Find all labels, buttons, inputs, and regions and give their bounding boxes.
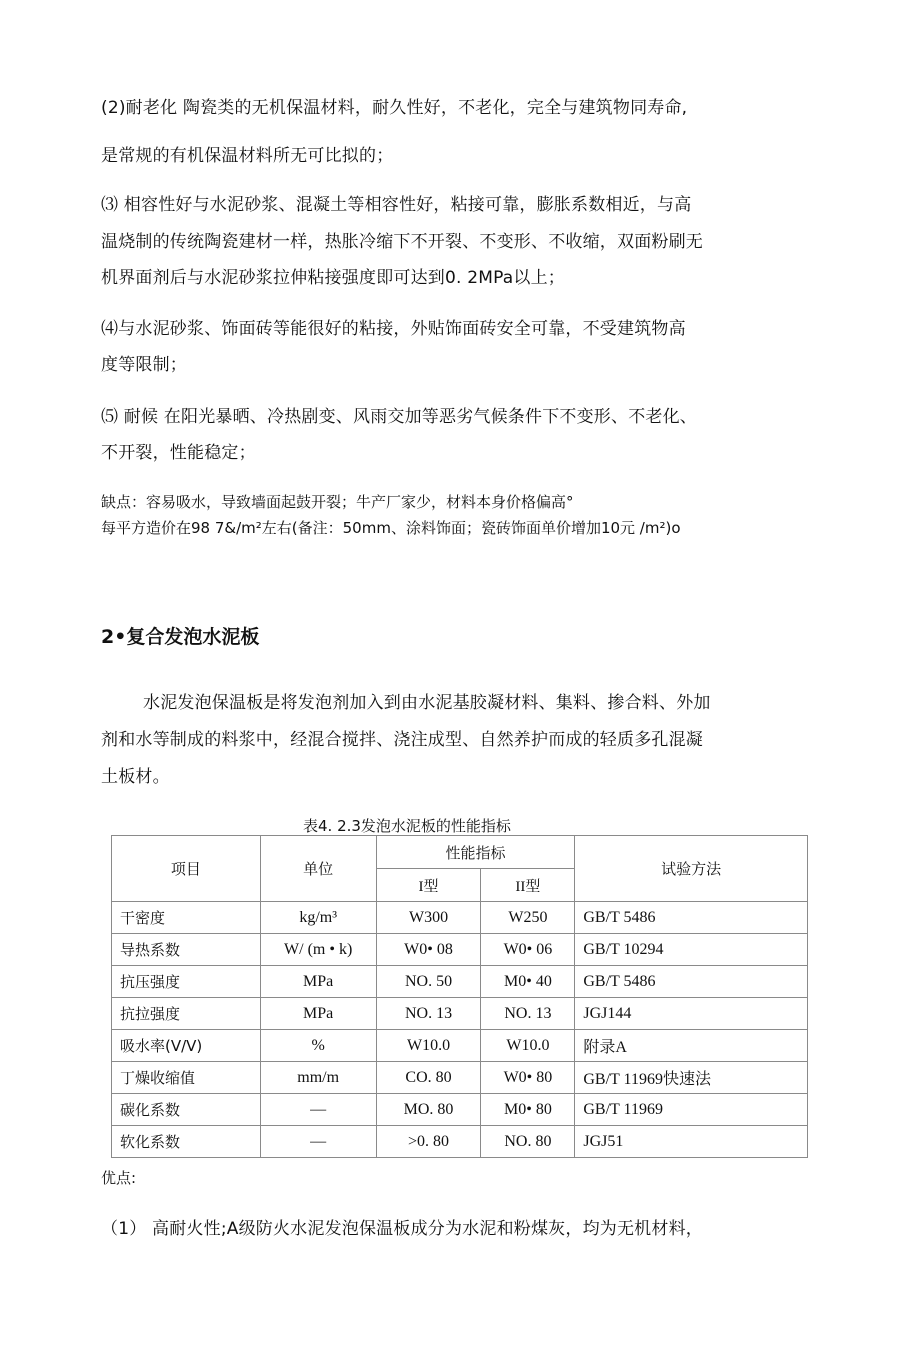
cell-item: 丁燥收缩值 [112,1062,261,1094]
cell-unit: MPa [260,998,376,1030]
table-header-row [112,836,808,869]
cell-item: 软化系数 [112,1126,261,1158]
table-row [112,1030,808,1062]
cell-method: JGJ144 [575,998,808,1030]
intro-line2: 剂和水等制成的料浆中，经混合搅拌、浇注成型、自然养护而成的轻质多孔混凝 [101,730,703,750]
cell-method: GB/T 11969 [575,1094,808,1126]
cell-method: JGJ51 [575,1126,808,1158]
cell-unit: MPa [260,966,376,998]
cons-line2: 每平方造价在98 7&/m²左右(备注：50mm、涂料饰面；瓷砖饰面单价增加10元 /m²)o [101,519,681,537]
advantages-label: 优点: [101,1169,137,1187]
cell-item: 碳化系数 [112,1094,261,1126]
header-type1: I型 [376,869,481,902]
table-caption-text: 表4. 2.3发泡水泥板的性能指标 [303,817,511,835]
cell-item: 抗拉强度 [112,998,261,1030]
cell-type2: W10.0 [481,1030,575,1062]
cell-method: GB/T 5486 [575,966,808,998]
cell-type2: NO. 13 [481,998,575,1030]
paragraph-weather-line2: 不开裂，性能稳定； [101,443,256,463]
paragraph-durability-line2: 是常规的有机保温材料所无可比拟的； [101,146,394,166]
cell-method: GB/T 10294 [575,934,808,966]
cell-type2: M0• 80 [481,1094,575,1126]
paragraph-compatibility-line3: 机界面剂后与水泥砂浆拉伸粘接强度即可达到0. 2MPa以上； [101,268,566,288]
cell-unit: — [260,1094,376,1126]
table-row [112,998,808,1030]
table-row [112,902,808,934]
header-method: 试验方法 [575,836,808,902]
cell-unit: kg/m³ [260,902,376,934]
intro-line1: 水泥发泡保温板是将发泡剂加入到由水泥基胶凝材料、集料、掺合料、外加 [143,693,711,713]
cell-unit: W/ (m • k) [260,934,376,966]
header-type2: II型 [481,869,575,902]
paragraph-adhesion-line1: ⑷与水泥砂浆、饰面砖等能很好的粘接，外贴饰面砖安全可靠，不受建筑物高 [101,319,686,339]
header-performance: 性能指标 [376,836,575,869]
cell-unit: — [260,1126,376,1158]
cell-type1: NO. 50 [376,966,481,998]
cell-method: GB/T 5486 [575,902,808,934]
intro-line3: 土板材。 [101,767,170,787]
cell-method: 附录A [575,1030,808,1062]
cell-type2: NO. 80 [481,1126,575,1158]
table-row [112,1126,808,1158]
cons-line1: 缺点：容易吸水，导致墙面起鼓开裂；牛产厂家少，材料本身价格偏高° [101,493,574,511]
cell-type2: W0• 80 [481,1062,575,1094]
cell-unit: mm/m [260,1062,376,1094]
paragraph-durability-line1: (2)耐老化 陶瓷类的无机保温材料，耐久性好，不老化，完全与建筑物同寿命, [101,98,688,118]
advantage-1: （1） 高耐火性;A级防火水泥发泡保温板成分为水泥和粉煤灰，均为无机材料， [101,1219,703,1239]
header-unit: 单位 [260,836,376,902]
cell-type1: MO. 80 [376,1094,481,1126]
cell-type1: NO. 13 [376,998,481,1030]
cell-type2: W250 [481,902,575,934]
paragraph-compatibility-line1: ⑶ 相容性好与水泥砂浆、混凝土等相容性好，粘接可靠，膨胀系数相近，与高 [101,195,692,215]
cell-type1: >0. 80 [376,1126,481,1158]
performance-table [111,835,808,1158]
table-row [112,966,808,998]
table-row [112,934,808,966]
header-item: 项目 [112,836,261,902]
cell-item: 吸水率(V/V) [112,1030,261,1062]
table-row [112,1094,808,1126]
paragraph-compatibility-line2: 温烧制的传统陶瓷建材一样，热胀冷缩下不开裂、不变形、不收缩，双面粉刷无 [101,232,703,252]
cell-type1: CO. 80 [376,1062,481,1094]
paragraph-adhesion-line2: 度等限制； [101,355,187,375]
cell-type1: W10.0 [376,1030,481,1062]
cell-method: GB/T 11969快速法 [575,1062,808,1094]
section-title: 2•复合发泡水泥板 [101,626,260,648]
cell-type2: W0• 06 [481,934,575,966]
cell-type2: M0• 40 [481,966,575,998]
cell-item: 干密度 [112,902,261,934]
cell-item: 抗压强度 [112,966,261,998]
cell-item: 导热系数 [112,934,261,966]
table-row [112,1062,808,1094]
cell-unit: % [260,1030,376,1062]
cell-type1: W0• 08 [376,934,481,966]
paragraph-weather-line1: ⑸ 耐候 在阳光暴晒、冷热剧变、风雨交加等恶劣气候条件下不变形、不老化、 [101,407,698,427]
cell-type1: W300 [376,902,481,934]
